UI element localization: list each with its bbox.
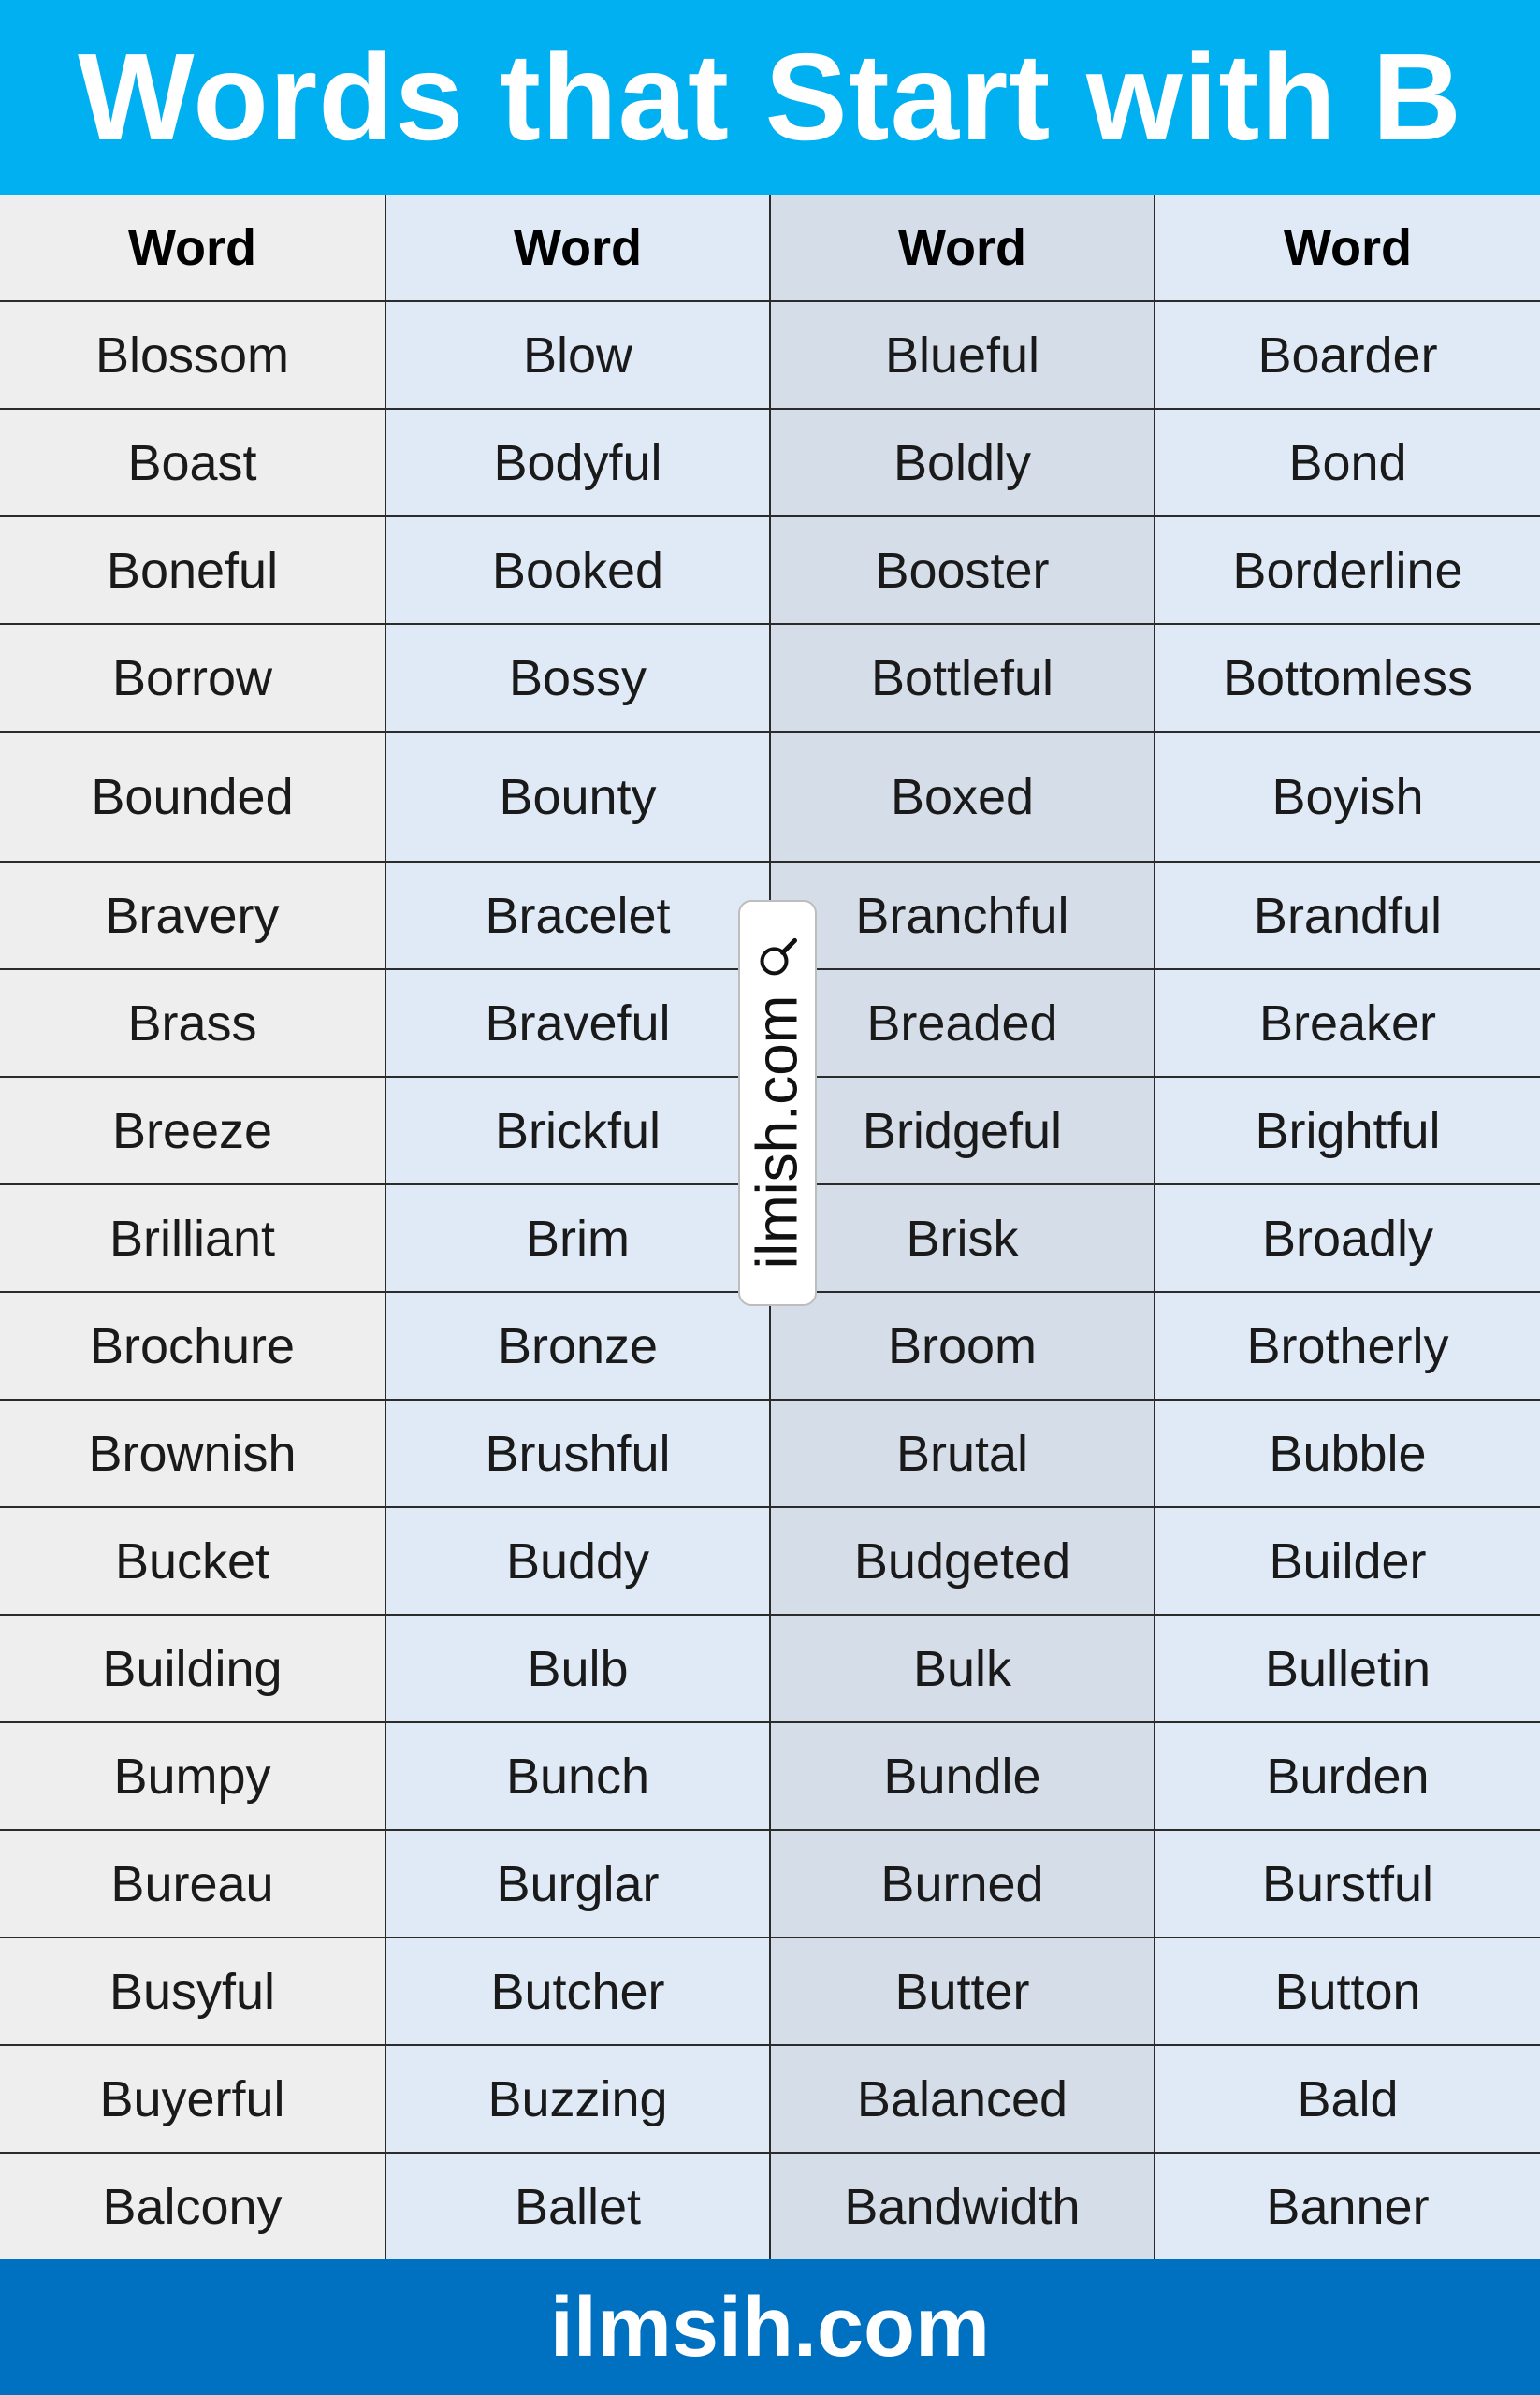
word-cell: Banner xyxy=(1155,2154,1540,2261)
word-cell: Balanced xyxy=(771,2046,1155,2154)
column-header-4: Word xyxy=(1155,195,1540,302)
word-cell: Bond xyxy=(1155,410,1540,517)
word-cell: Blow xyxy=(386,302,771,410)
word-cell: Builder xyxy=(1155,1508,1540,1616)
word-cell: Bulk xyxy=(771,1616,1155,1723)
word-cell: Bulb xyxy=(386,1616,771,1723)
page-title: Words that Start with B xyxy=(78,28,1462,166)
word-cell: Brickful xyxy=(386,1078,771,1185)
word-cell: Bubble xyxy=(1155,1401,1540,1508)
word-cell: Bandwidth xyxy=(771,2154,1155,2261)
word-cell: Burstful xyxy=(1155,1831,1540,1938)
word-cell: Buddy xyxy=(386,1508,771,1616)
word-cell: Brisk xyxy=(771,1185,1155,1293)
word-cell: Bravery xyxy=(0,863,386,970)
word-cell: Butter xyxy=(771,1938,1155,2046)
word-cell: Brushful xyxy=(386,1401,771,1508)
footer-site-name: ilmsih.com xyxy=(549,2280,991,2374)
word-cell: Boyish xyxy=(1155,733,1540,863)
word-cell: Boxed xyxy=(771,733,1155,863)
word-cell: Boast xyxy=(0,410,386,517)
word-cell: Bucket xyxy=(0,1508,386,1616)
word-cell: Bottleful xyxy=(771,625,1155,733)
word-cell: Balcony xyxy=(0,2154,386,2261)
word-cell: Brilliant xyxy=(0,1185,386,1293)
word-cell: Busyful xyxy=(0,1938,386,2046)
word-cell: Bracelet xyxy=(386,863,771,970)
column-header-2: Word xyxy=(386,195,771,302)
page-footer xyxy=(0,2259,1540,2395)
page-header xyxy=(0,0,1540,195)
word-cell: Bureau xyxy=(0,1831,386,1938)
word-cell: Brightful xyxy=(1155,1078,1540,1185)
word-cell: Brochure xyxy=(0,1293,386,1401)
word-cell: Bunch xyxy=(386,1723,771,1831)
word-cell: Budgeted xyxy=(771,1508,1155,1616)
word-cell: Bounded xyxy=(0,733,386,863)
word-cell: Building xyxy=(0,1616,386,1723)
word-cell: Bounty xyxy=(386,733,771,863)
word-cell: Brotherly xyxy=(1155,1293,1540,1401)
word-cell: Broom xyxy=(771,1293,1155,1401)
word-cell: Brass xyxy=(0,970,386,1078)
word-cell: Buzzing xyxy=(386,2046,771,2154)
word-cell: Breeze xyxy=(0,1078,386,1185)
word-cell: Booster xyxy=(771,517,1155,625)
column-header-1: Word xyxy=(0,195,386,302)
word-cell: Ballet xyxy=(386,2154,771,2261)
word-cell: Breaker xyxy=(1155,970,1540,1078)
magnifier-icon xyxy=(757,937,798,979)
word-cell: Broadly xyxy=(1155,1185,1540,1293)
word-cell: Brutal xyxy=(771,1401,1155,1508)
word-cell: Brownish xyxy=(0,1401,386,1508)
word-cell: Bodyful xyxy=(386,410,771,517)
word-cell: Borrow xyxy=(0,625,386,733)
word-cell: Boarder xyxy=(1155,302,1540,410)
word-cell: Bottomless xyxy=(1155,625,1540,733)
word-cell: Bronze xyxy=(386,1293,771,1401)
word-cell: Branchful xyxy=(771,863,1155,970)
word-cell: Butcher xyxy=(386,1938,771,2046)
word-cell: Breaded xyxy=(771,970,1155,1078)
word-cell: Burned xyxy=(771,1831,1155,1938)
word-cell: Boneful xyxy=(0,517,386,625)
watermark-badge xyxy=(738,900,817,1306)
word-cell: Buyerful xyxy=(0,2046,386,2154)
word-cell: Button xyxy=(1155,1938,1540,2046)
word-cell: Braveful xyxy=(386,970,771,1078)
word-cell: Bald xyxy=(1155,2046,1540,2154)
watermark-text: ilmish.com xyxy=(745,994,810,1270)
word-cell: Brim xyxy=(386,1185,771,1293)
word-cell: Bulletin xyxy=(1155,1616,1540,1723)
column-header-3: Word xyxy=(771,195,1155,302)
word-cell: Brandful xyxy=(1155,863,1540,970)
word-cell: Borderline xyxy=(1155,517,1540,625)
word-cell: Burglar xyxy=(386,1831,771,1938)
word-cell: Bossy xyxy=(386,625,771,733)
word-cell: Burden xyxy=(1155,1723,1540,1831)
word-cell: Booked xyxy=(386,517,771,625)
word-cell: Bridgeful xyxy=(771,1078,1155,1185)
word-cell: Blueful xyxy=(771,302,1155,410)
word-cell: Boldly xyxy=(771,410,1155,517)
word-cell: Blossom xyxy=(0,302,386,410)
word-cell: Bundle xyxy=(771,1723,1155,1831)
word-cell: Bumpy xyxy=(0,1723,386,1831)
